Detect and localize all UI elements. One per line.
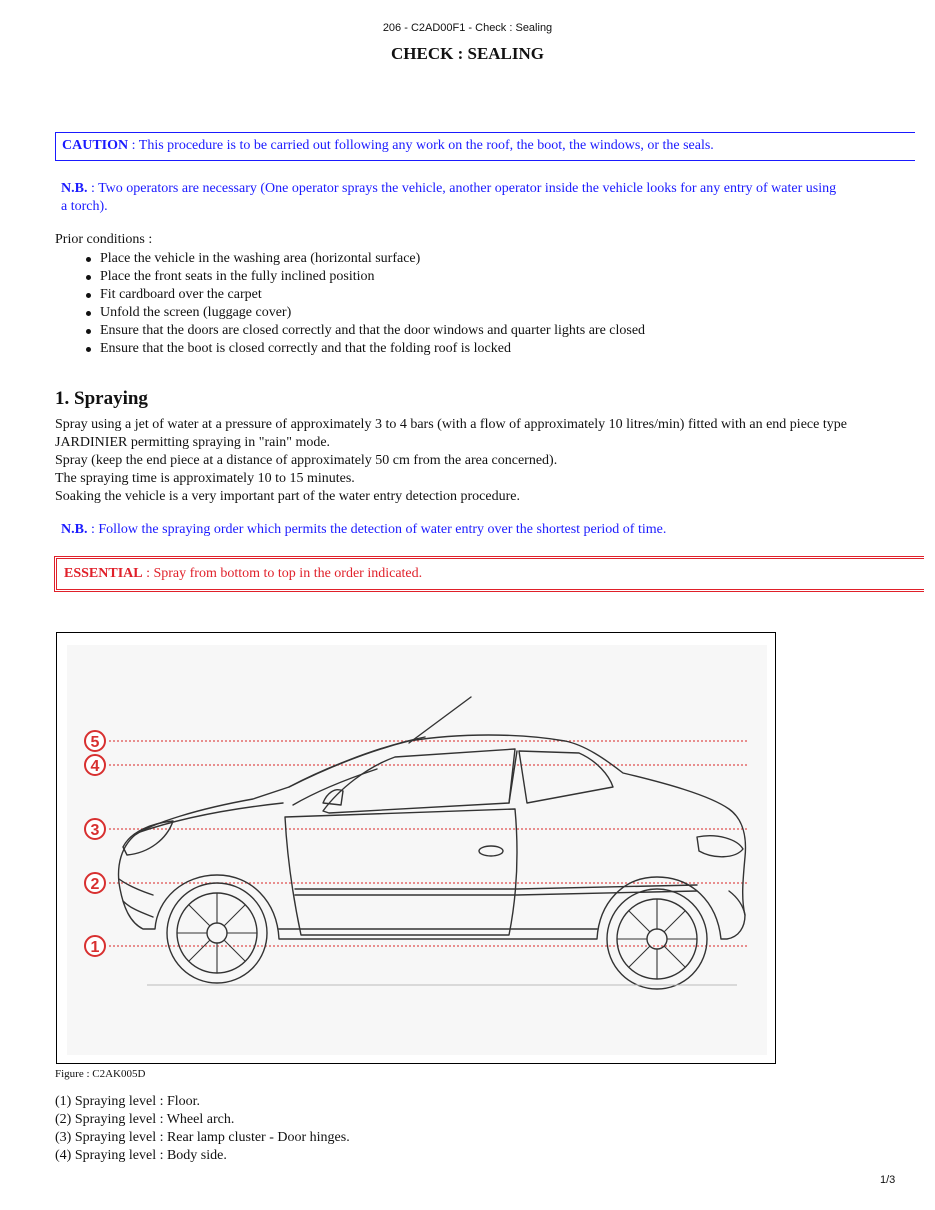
essential-text: : Spray from bottom to top in the order indicated.: [142, 566, 423, 581]
spraying-instructions: [55, 416, 895, 506]
list-item: Place the vehicle in the washing area (horizontal surface): [80, 250, 645, 268]
bullet-icon: [86, 311, 91, 316]
list-item: Ensure that the doors are closed correctly and that the door windows and quarter lights are closed: [80, 322, 645, 340]
page-number: 1/3: [880, 1174, 896, 1186]
list-item: (2) Spraying level : Wheel arch.: [55, 1112, 235, 1127]
caution-text: : This procedure is to be carried out following any work on the roof, the boot, the windows, or the seals.: [128, 138, 714, 153]
figure-frame: [56, 632, 776, 1064]
spraying-levels-list: [55, 1093, 350, 1165]
paragraph: The spraying time is approximately 10 to 15 minutes.: [55, 471, 355, 486]
nb-label: N.B.: [61, 522, 88, 537]
list-item: (1) Spraying level : Floor.: [55, 1094, 201, 1109]
level-number-2: 2: [90, 876, 100, 893]
prior-conditions-label: Prior conditions :: [55, 232, 153, 247]
nb-operators-line1: : Two operators are necessary (One operator sprays the vehicle, another operator inside the vehicle looks for any entry of water using: [87, 181, 837, 196]
prior-conditions-list: [80, 250, 645, 358]
bullet-icon: [86, 275, 91, 280]
nb-label: N.B.: [61, 181, 88, 196]
list-item: Fit cardboard over the carpet: [80, 286, 645, 304]
paragraph: Soaking the vehicle is a very important part of the water entry detection procedure.: [55, 489, 520, 504]
document-reference: 206 - C2AD00F1 - Check : Sealing: [382, 22, 553, 34]
level-number-4: 4: [90, 758, 100, 775]
car-spraying-diagram: [57, 633, 775, 1063]
page-title: CHECK : SEALING: [390, 44, 545, 63]
bullet-icon: [86, 293, 91, 298]
list-item: (3) Spraying level : Rear lamp cluster - Door hinges.: [55, 1130, 350, 1145]
nb-operators-note: [61, 180, 892, 216]
list-item: Ensure that the boot is closed correctly and that the folding roof is locked: [80, 340, 645, 358]
figure-caption: Figure : C2AK005D: [55, 1068, 146, 1080]
bullet-icon: [86, 329, 91, 334]
diagram-background: [67, 645, 767, 1055]
level-number-1: 1: [90, 939, 100, 956]
list-item: Place the front seats in the fully inclined position: [80, 268, 645, 286]
nb-order-text: : Follow the spraying order which permits the detection of water entry over the shortest period of time.: [87, 522, 667, 537]
paragraph: Spray (keep the end piece at a distance of approximately 50 cm from the area concerned).: [55, 453, 558, 468]
level-number-5: 5: [90, 734, 100, 751]
paragraph: Spray using a jet of water at a pressure of approximately 3 to 4 bars (with a flow of approximately 10 litres/min) fitted with an end piece type JARDINIER permitting spraying in "rain" mode.: [55, 417, 847, 450]
caution-label: CAUTION: [62, 138, 129, 153]
list-item: (4) Spraying level : Body side.: [55, 1148, 227, 1163]
essential-note: [64, 566, 422, 582]
nb-order-note: [61, 522, 666, 538]
bullet-icon: [86, 257, 91, 262]
bullet-icon: [86, 347, 91, 352]
section-heading-spraying: 1. Spraying: [55, 388, 148, 409]
nb-operators-line2: a torch).: [61, 199, 108, 214]
level-number-3: 3: [90, 822, 100, 839]
caution-note: [62, 138, 714, 154]
essential-label: ESSENTIAL: [64, 566, 143, 581]
list-item: Unfold the screen (luggage cover): [80, 304, 645, 322]
